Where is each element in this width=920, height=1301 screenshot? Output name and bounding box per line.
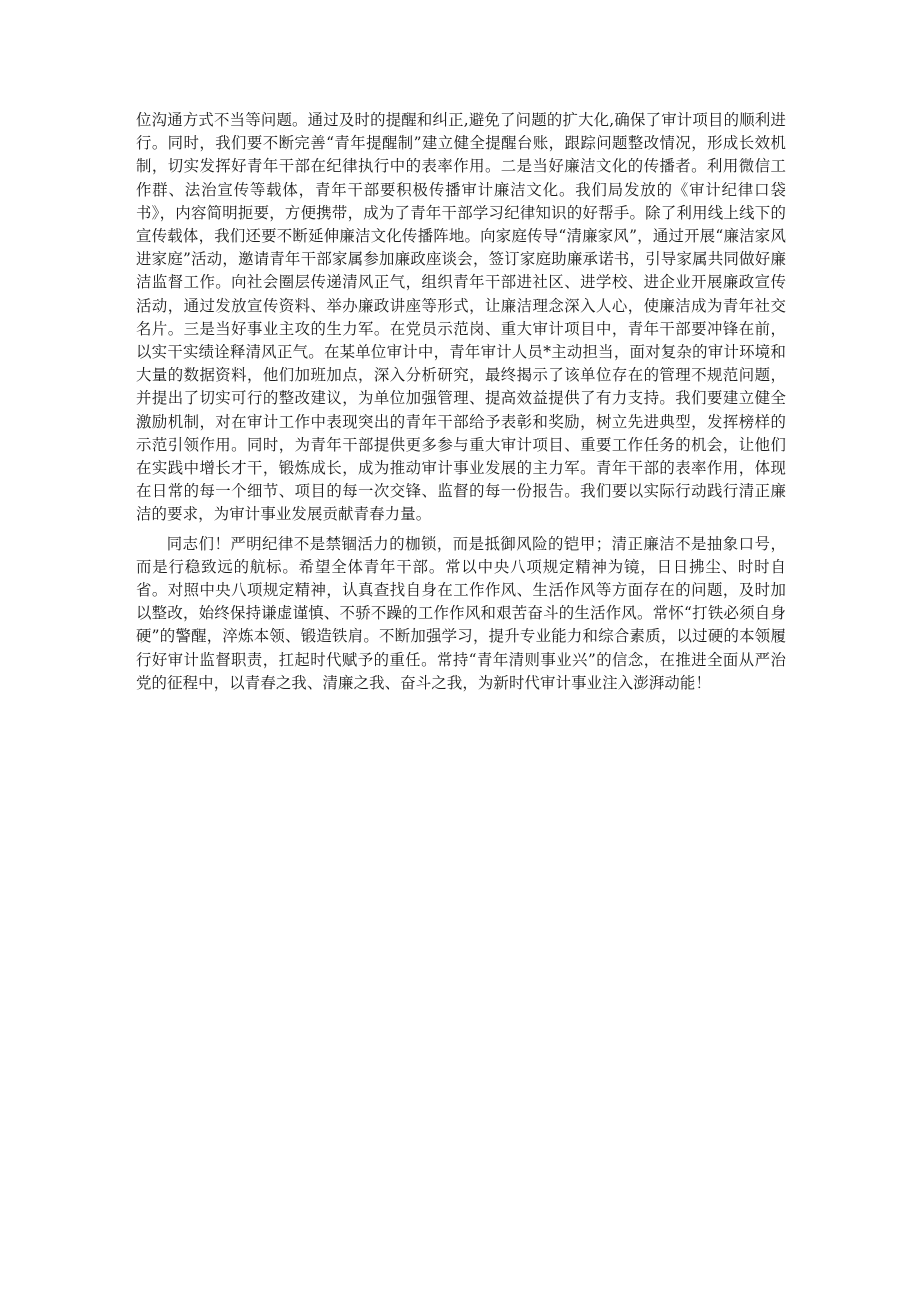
paragraph-continuation: 位沟通方式不当等问题。通过及时的提醒和纠正,避免了问题的扩大化,确保了审计项目的顺利进行。同时，我们要不断完善“青年提醒制”建立健全提醒台账，跟踪问题整改情况，形成长效机制，切实发挥好青年干部在纪律执行中的表率作用。二是当好廉洁文化的传播者。利用微信工作群、法治宣传等载体，青年干部要积极传播审计廉洁文化。我们局发放的《审计纪律口袋书》，内容简明扼要，方便携带，成为了青年干部学习纪律知识的好帮手。除了利用线上线下的宣传载体，我们还要不断延伸廉洁文化传播阵地。向家庭传导“清廉家风”，通过开展“廉洁家风进家庭”活动，邀请青年干部家属参加廉政座谈会，签订家庭助廉承诺书，引导家属共同做好廉洁监督工作。向社会圈层传递清风正气，组织青年干部进社区、进学校、进企业开展廉政宣传活动，通过发放宣传资料、举办廉政讲座等形式，让廉洁理念深入人心，使廉洁成为青年社交名片。三是当好事业主攻的生力军。在党员示范岗、重大审计项目中，青年干部要冲锋在前，以实干实绩诠释清风正气。在某单位审计中，青年审计人员*主动担当，面对复杂的审计环境和大量的数据资料，他们加班加点，深入分析研究，最终揭示了该单位存在的管理不规范问题，并提出了切实可行的整改建议，为单位加强管理、提高效益提供了有力支持。我们要建立健全激励机制，对在审计工作中表现突出的青年干部给予表彰和奖励，树立先进典型，发挥榜样的示范引领作用。同时，为青年干部提供更多参与重大审计项目、重要工作任务的机会，让他们在实践中增长才干，锻炼成长，成为推动审计事业发展的主力军。青年干部的表率作用，体现在日常的每一个细节、项目的每一次交锋、监督的每一份报告。我们要以实际行动践行清正廉洁的要求，为审计事业发展贡献青春力量。 — [136, 111, 786, 524]
paragraph-closing: 同志们！严明纪律不是禁锢活力的枷锁，而是抵御风险的铠甲；清正廉洁不是抽象口号，而是行稳致远的航标。希望全体青年干部。常以中央八项规定精神为镜，日日拂尘、时时自省。对照中央八项规定精神，认真查找自身在工作作风、生活作风等方面存在的问题，及时加以整改，始终保持谦虚谨慎、不骄不躁的工作作风和艰苦奋斗的生活作风。常怀“打铁必须自身硬”的警醒，淬炼本领、锻造铁肩。不断加强学习，提升专业能力和综合素质，以过硬的本领履行好审计监督职责，扛起时代赋予的重任。常持“青年清则事业兴”的信念，在推进全面从严治党的征程中，以青春之我、清廉之我、奋斗之我，为新时代审计事业注入澎湃动能！ — [136, 534, 786, 692]
document-body — [136, 109, 786, 695]
